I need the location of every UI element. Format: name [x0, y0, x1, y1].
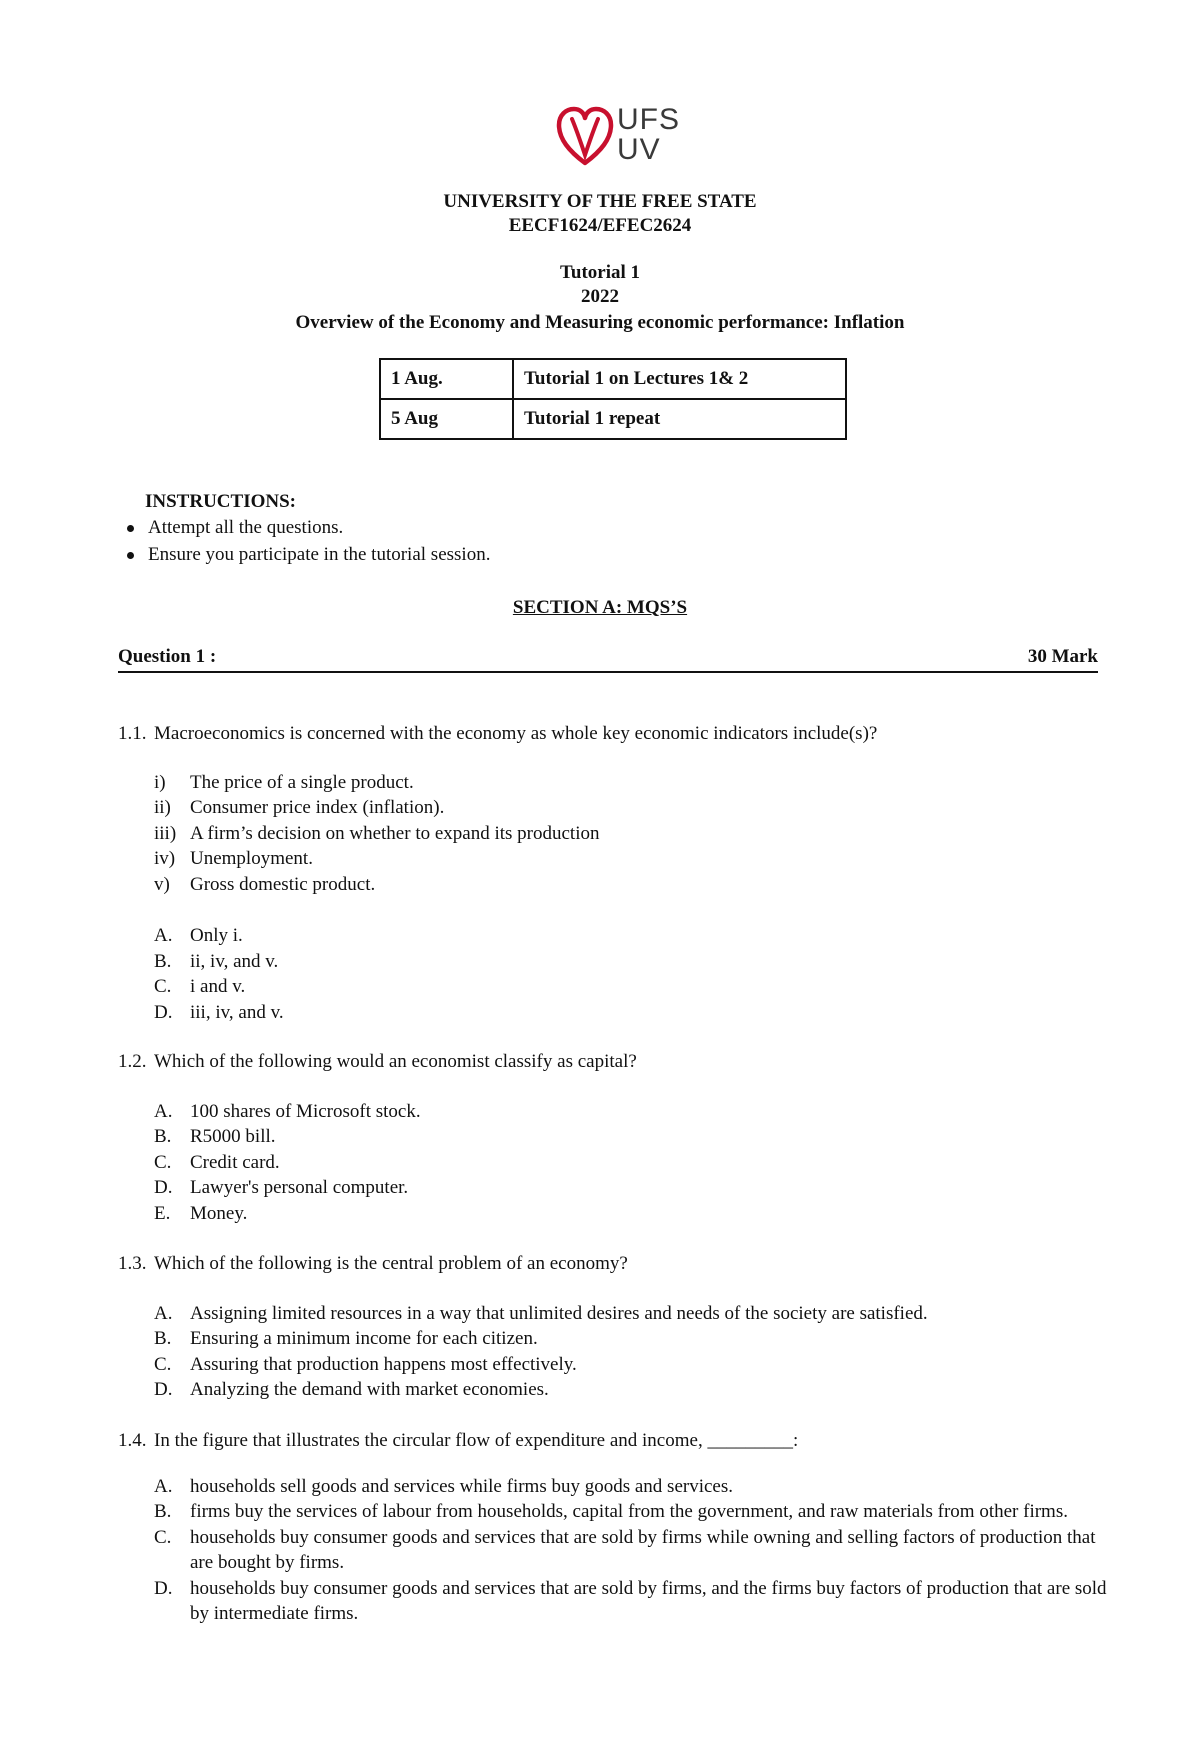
option-marker: C. [154, 1353, 172, 1375]
option-text: households sell goods and services while firms buy goods and services. [190, 1475, 733, 1497]
option-item [118, 1353, 1108, 1379]
option-item [118, 1474, 1108, 1500]
statement-item [118, 822, 1108, 848]
question-marks: 30 Mark [1027, 646, 1098, 667]
option-text: firms buy the services of labour from households, capital from the government, and raw materials from other firms. [190, 1501, 1068, 1523]
instructions-title: INSTRUCTIONS: [145, 491, 296, 512]
option-text: Money. [190, 1202, 248, 1224]
statement-text: Unemployment. [190, 848, 313, 870]
question-number: 1.2. [118, 1051, 147, 1072]
question-label: Question 1 : [118, 646, 217, 667]
question-stem [118, 1429, 1108, 1454]
option-text: R5000 bill. [190, 1126, 276, 1148]
schedule-date: 5 Aug [380, 399, 513, 439]
bullet-icon [127, 552, 134, 559]
option-item [118, 950, 1108, 976]
option-marker: C. [154, 976, 172, 998]
option-item [118, 1576, 1108, 1627]
question-1-2 [118, 1050, 1108, 1227]
logo-wordmark [617, 105, 680, 165]
option-list [118, 1474, 1108, 1627]
option-text: Only i. [190, 925, 243, 947]
option-item [118, 1302, 1108, 1328]
schedule-row [380, 359, 846, 399]
statement-text: Gross domestic product. [190, 873, 376, 895]
statement-list [118, 771, 1108, 899]
course-code: EECF1624/EFEC2624 [508, 215, 692, 236]
option-item [118, 1125, 1108, 1151]
question-text: In the figure that illustrates the circular flow of expenditure and income, _________: [154, 1430, 799, 1451]
option-list [118, 1100, 1108, 1228]
question-header [118, 645, 1098, 673]
option-item [118, 1499, 1108, 1525]
option-marker: D. [154, 1001, 173, 1023]
option-marker: C. [154, 1151, 172, 1173]
tutorial-title: Tutorial 1 [559, 262, 641, 283]
instruction-item [120, 543, 490, 570]
option-marker: D. [154, 1177, 173, 1199]
option-marker: A. [154, 1302, 173, 1324]
heart-logo-icon [555, 105, 615, 169]
question-number: 1.4. [118, 1430, 147, 1451]
statement-marker: v) [154, 873, 170, 895]
option-item [118, 975, 1108, 1001]
option-text: 100 shares of Microsoft stock. [190, 1100, 421, 1122]
option-item [118, 1202, 1108, 1228]
option-marker: D. [154, 1577, 173, 1599]
option-item [118, 1151, 1108, 1177]
schedule-table [379, 358, 847, 440]
schedule-event: Tutorial 1 repeat [513, 399, 846, 439]
option-text: Assigning limited resources in a way that unlimited desires and needs of the society are satisfied. [190, 1302, 928, 1324]
bullet-icon [127, 525, 134, 532]
ufs-logo [555, 105, 680, 175]
option-list [118, 1302, 1108, 1404]
option-item [118, 1525, 1108, 1576]
statement-marker: i) [154, 771, 166, 793]
logo-line-2: UV [617, 133, 661, 166]
statement-marker: ii) [154, 797, 171, 819]
instructions-list [120, 516, 490, 570]
statement-item [118, 873, 1108, 899]
tutorial-overview: Overview of the Economy and Measuring economic performance: Inflation [295, 312, 905, 333]
schedule-event: Tutorial 1 on Lectures 1& 2 [513, 359, 846, 399]
question-text: Which of the following would an economist classify as capital? [154, 1051, 637, 1072]
statement-text: A firm’s decision on whether to expand its production [190, 822, 600, 844]
question-stem [118, 722, 1108, 747]
logo-line-1: UFS [617, 103, 680, 136]
option-marker: E. [154, 1202, 171, 1224]
question-number: 1.3. [118, 1253, 147, 1274]
statement-text: Consumer price index (inflation). [190, 797, 445, 819]
statement-marker: iv) [154, 848, 176, 870]
option-item [118, 1176, 1108, 1202]
instruction-text: Attempt all the questions. [148, 517, 344, 538]
option-text: Credit card. [190, 1151, 280, 1173]
option-item [118, 1378, 1108, 1404]
question-number: 1.1. [118, 723, 147, 744]
question-stem [118, 1252, 1108, 1277]
section-title: SECTION A: MQS’S [512, 597, 688, 618]
option-marker: B. [154, 1328, 172, 1350]
question-1-4 [118, 1429, 1108, 1627]
option-text: Lawyer's personal computer. [190, 1177, 409, 1199]
option-text: i and v. [190, 976, 246, 998]
schedule-date: 1 Aug. [380, 359, 513, 399]
question-1-3 [118, 1252, 1108, 1404]
option-text: households buy consumer goods and services that are sold by firms while owning and selling factors of production that are bought by firms. [190, 1526, 1096, 1574]
option-marker: B. [154, 950, 172, 972]
option-marker: A. [154, 1475, 173, 1497]
option-marker: A. [154, 925, 173, 947]
tutorial-year: 2022 [581, 286, 619, 307]
option-item [118, 924, 1108, 950]
statement-item [118, 847, 1108, 873]
question-text: Which of the following is the central problem of an economy? [154, 1253, 628, 1274]
option-item [118, 1327, 1108, 1353]
option-text: iii, iv, and v. [190, 1001, 284, 1023]
option-text: Ensuring a minimum income for each citizen. [190, 1328, 538, 1350]
option-text: Assuring that production happens most effectively. [190, 1353, 577, 1375]
option-item [118, 1001, 1108, 1027]
option-text: Analyzing the demand with market economies. [190, 1379, 549, 1401]
question-1-1 [118, 722, 1108, 1026]
question-stem [118, 1050, 1108, 1075]
option-text: households buy consumer goods and services that are sold by firms, and the firms buy factors of production that are sold by intermediate firms. [190, 1577, 1107, 1625]
option-marker: A. [154, 1100, 173, 1122]
option-item [118, 1100, 1108, 1126]
option-marker: B. [154, 1126, 172, 1148]
option-list [118, 924, 1108, 1026]
instruction-item [120, 516, 490, 543]
instruction-text: Ensure you participate in the tutorial session. [148, 544, 491, 565]
option-text: ii, iv, and v. [190, 950, 279, 972]
statement-item [118, 796, 1108, 822]
option-marker: D. [154, 1379, 173, 1401]
statement-item [118, 771, 1108, 797]
option-marker: C. [154, 1526, 172, 1548]
statement-text: The price of a single product. [190, 771, 414, 793]
university-title: UNIVERSITY OF THE FREE STATE [443, 191, 757, 212]
schedule-row [380, 399, 846, 439]
option-marker: B. [154, 1501, 172, 1523]
question-text: Macroeconomics is concerned with the economy as whole key economic indicators include(s)? [154, 723, 878, 744]
statement-marker: iii) [154, 822, 177, 844]
